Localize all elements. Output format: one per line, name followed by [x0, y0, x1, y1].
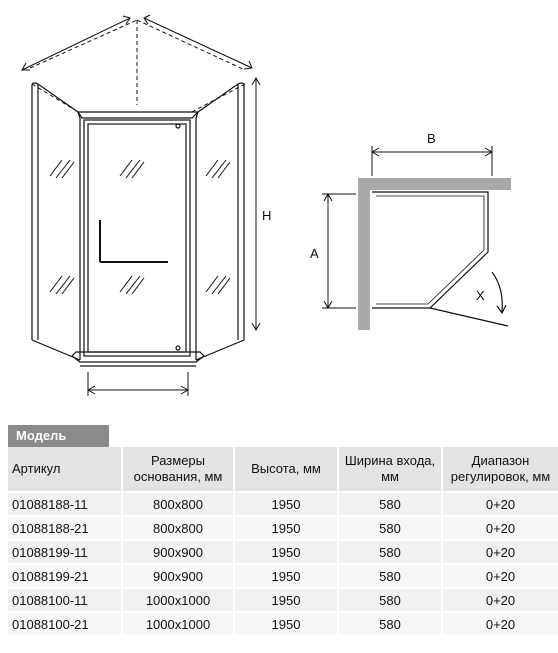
a-label: A: [310, 246, 319, 261]
table-header-row: [8, 447, 558, 492]
table-row: [8, 588, 558, 612]
door-handle: [100, 220, 168, 262]
top-rail: [78, 112, 198, 118]
x-label: X: [476, 288, 485, 303]
header-adjust-range: Диапазон регулировок, мм: [442, 447, 558, 492]
cell-entry-width: 580: [338, 540, 442, 564]
b-dimension: [372, 146, 492, 176]
glass-reflections: [50, 160, 230, 294]
table-row: [8, 516, 558, 540]
header-height: Высота, мм: [234, 447, 338, 492]
cell-base-size: 800x800: [122, 492, 234, 516]
cell-base-size: 900x900: [122, 564, 234, 588]
cell-article: 01088100-21: [8, 612, 122, 635]
cell-height: 1950: [234, 540, 338, 564]
cell-adjust-range: 0+20: [442, 492, 558, 516]
cell-height: 1950: [234, 516, 338, 540]
cell-entry-width: 580: [338, 516, 442, 540]
table-row: [8, 540, 558, 564]
a-dimension: [322, 194, 356, 308]
cell-entry-width: 580: [338, 588, 442, 612]
table-row: [8, 612, 558, 635]
cell-article: 01088188-21: [8, 516, 122, 540]
cell-entry-width: 580: [338, 564, 442, 588]
cell-height: 1950: [234, 612, 338, 635]
door-swing-arrowhead: [497, 305, 506, 313]
spec-table-section: [8, 425, 558, 635]
cell-base-size: 900x900: [122, 540, 234, 564]
plan-wall-left: [358, 178, 370, 330]
cell-height: 1950: [234, 564, 338, 588]
cell-article: 01088100-11: [8, 588, 122, 612]
header-article: Артикул: [8, 447, 122, 492]
cell-adjust-range: 0+20: [442, 516, 558, 540]
left-panel: [32, 83, 80, 360]
header-base-size: Размеры основания, мм: [122, 447, 234, 492]
cell-height: 1950: [234, 492, 338, 516]
model-tab: Модель: [8, 425, 109, 447]
cell-height: 1950: [234, 588, 338, 612]
cell-article: 01088199-11: [8, 540, 122, 564]
door-frame: [80, 118, 196, 360]
cell-adjust-range: 0+20: [442, 612, 558, 635]
tab-row: [8, 425, 558, 447]
table-row: [8, 492, 558, 516]
enclosure-3d-view: [22, 15, 260, 396]
cell-base-size: 1000x1000: [122, 588, 234, 612]
cell-base-size: 1000x1000: [122, 612, 234, 635]
bottom-tray: [72, 352, 204, 366]
top-dashed-outline: [30, 20, 245, 113]
bottom-width-dimension: [88, 372, 188, 396]
cell-entry-width: 580: [338, 612, 442, 635]
b-label: B: [427, 131, 436, 146]
height-dimension: [252, 78, 260, 330]
plan-tray-outline: [372, 192, 488, 308]
cell-adjust-range: 0+20: [442, 564, 558, 588]
cell-entry-width: 580: [338, 492, 442, 516]
cell-adjust-range: 0+20: [442, 540, 558, 564]
height-label: H: [262, 208, 272, 223]
header-entry-width: Ширина входа, мм: [338, 447, 442, 492]
table-row: [8, 564, 558, 588]
spec-table: [8, 447, 558, 635]
plan-tray-inner: [376, 196, 484, 304]
plan-door-open: [430, 308, 508, 326]
cell-adjust-range: 0+20: [442, 588, 558, 612]
cell-article: 01088188-11: [8, 492, 122, 516]
right-panel: [196, 83, 244, 360]
cell-article: 01088199-21: [8, 564, 122, 588]
cell-base-size: 800x800: [122, 516, 234, 540]
plan-wall-top: [358, 178, 511, 190]
